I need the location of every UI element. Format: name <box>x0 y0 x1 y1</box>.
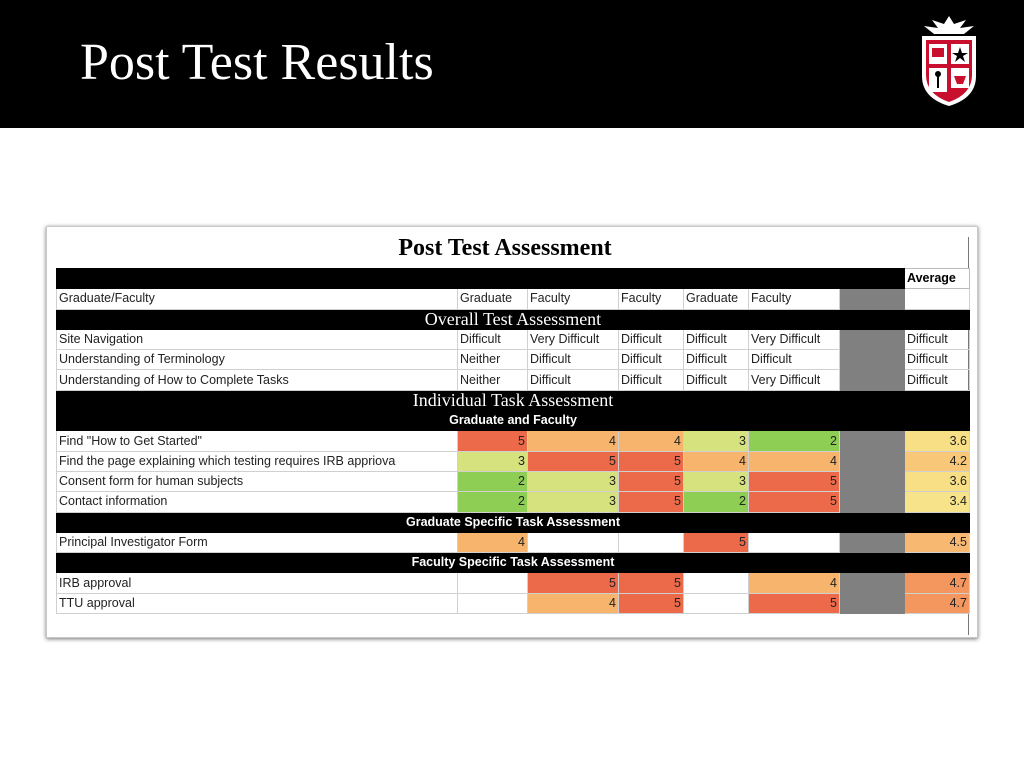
rating-cell: Neither <box>458 370 528 390</box>
rating-cell: Difficult <box>619 329 684 349</box>
spacer-cell <box>840 451 905 471</box>
respondent-cell: Faculty <box>749 289 840 309</box>
score-cell: 5 <box>749 492 840 512</box>
average-header: Average <box>905 269 970 289</box>
spacer-cell <box>840 329 905 349</box>
section-title: Overall Test Assessment <box>57 309 970 329</box>
subsection-row <box>57 411 970 431</box>
score-cell: 2 <box>749 431 840 451</box>
score-cell: 4 <box>749 451 840 471</box>
score-cell: 3 <box>684 431 749 451</box>
average-cell: 3.6 <box>905 471 970 491</box>
score-cell <box>458 593 528 613</box>
score-cell: 5 <box>619 593 684 613</box>
score-cell: 5 <box>619 471 684 491</box>
section-row <box>57 390 970 410</box>
score-cell <box>684 573 749 593</box>
row-label: Site Navigation <box>57 329 458 349</box>
subsection-title: Graduate and Faculty <box>57 411 970 431</box>
table-row <box>57 431 970 451</box>
row-label: Find "How to Get Started" <box>57 431 458 451</box>
score-cell <box>619 532 684 552</box>
row-label: Understanding of Terminology <box>57 350 458 370</box>
score-cell: 4 <box>528 431 619 451</box>
average-cell: 3.4 <box>905 492 970 512</box>
average-cell: 4.7 <box>905 593 970 613</box>
spacer-cell <box>840 532 905 552</box>
slide-title: Post Test Results <box>80 34 434 91</box>
section-title: Individual Task Assessment <box>57 390 970 410</box>
spacer-cell <box>840 573 905 593</box>
score-cell: 4 <box>619 431 684 451</box>
respondent-cell: Graduate <box>684 289 749 309</box>
header-blank-cell <box>684 269 749 289</box>
ttu-seal-icon <box>914 14 984 110</box>
respondent-row <box>57 289 970 309</box>
table-row <box>57 471 970 491</box>
subsection-title: Graduate Specific Task Assessment <box>57 512 970 532</box>
row-label: Principal Investigator Form <box>57 532 458 552</box>
rating-cell: Difficult <box>458 329 528 349</box>
table-row <box>57 451 970 471</box>
spacer-cell <box>840 471 905 491</box>
respondent-cell: Graduate <box>458 289 528 309</box>
row-label: Consent form for human subjects <box>57 471 458 491</box>
rating-cell: Difficult <box>619 370 684 390</box>
score-cell: 5 <box>458 431 528 451</box>
rating-cell: Difficult <box>619 350 684 370</box>
spacer-cell <box>840 431 905 451</box>
average-cell: 4.7 <box>905 573 970 593</box>
header-blank-cell <box>528 269 619 289</box>
spacer-cell <box>840 593 905 613</box>
average-cell: 3.6 <box>905 431 970 451</box>
score-cell: 5 <box>619 573 684 593</box>
rating-cell: Difficult <box>684 329 749 349</box>
score-cell <box>458 573 528 593</box>
results-table-card <box>46 226 978 638</box>
average-cell: 4.2 <box>905 451 970 471</box>
rating-cell: Very Difficult <box>528 329 619 349</box>
rating-cell: Difficult <box>684 370 749 390</box>
row-label: Find the page explaining which testing requires IRB appriova <box>57 451 458 471</box>
rating-cell: Very Difficult <box>749 370 840 390</box>
header-blank-cell <box>619 269 684 289</box>
spacer-cell <box>840 289 905 309</box>
respondent-cell: Faculty <box>619 289 684 309</box>
score-cell: 3 <box>528 492 619 512</box>
row-label: TTU approval <box>57 593 458 613</box>
rating-cell: Very Difficult <box>749 329 840 349</box>
score-cell: 4 <box>528 593 619 613</box>
score-cell: 3 <box>458 451 528 471</box>
score-cell: 5 <box>684 532 749 552</box>
average-cell: 4.5 <box>905 532 970 552</box>
spacer-cell <box>840 492 905 512</box>
score-cell: 4 <box>684 451 749 471</box>
table-row <box>57 329 970 349</box>
rating-cell: Difficult <box>528 370 619 390</box>
score-cell: 3 <box>528 471 619 491</box>
score-cell: 5 <box>619 492 684 512</box>
subsection-row <box>57 512 970 532</box>
header-blank-cell <box>57 269 458 289</box>
average-cell: Difficult <box>905 370 970 390</box>
table-row <box>57 350 970 370</box>
section-row <box>57 309 970 329</box>
row-label: Graduate/Faculty <box>57 289 458 309</box>
spacer-cell <box>840 350 905 370</box>
rating-cell: Difficult <box>749 350 840 370</box>
table-row <box>57 573 970 593</box>
score-cell: 4 <box>458 532 528 552</box>
average-cell: Difficult <box>905 350 970 370</box>
row-label: Understanding of How to Complete Tasks <box>57 370 458 390</box>
score-cell: 3 <box>684 471 749 491</box>
table-row <box>57 370 970 390</box>
score-cell: 5 <box>528 573 619 593</box>
header-row <box>57 269 970 289</box>
table-row <box>57 492 970 512</box>
row-label: IRB approval <box>57 573 458 593</box>
score-cell: 5 <box>528 451 619 471</box>
rating-cell: Difficult <box>684 350 749 370</box>
rating-cell: Neither <box>458 350 528 370</box>
rating-cell: Difficult <box>528 350 619 370</box>
results-table <box>56 268 970 614</box>
header-blank-cell <box>840 269 905 289</box>
spacer-cell <box>840 370 905 390</box>
score-cell: 5 <box>619 451 684 471</box>
score-cell <box>749 532 840 552</box>
table-row <box>57 532 970 552</box>
average-cell: Difficult <box>905 329 970 349</box>
row-label: Contact information <box>57 492 458 512</box>
header-blank-cell <box>749 269 840 289</box>
respondent-cell: Faculty <box>528 289 619 309</box>
average-cell <box>905 289 970 309</box>
score-cell <box>684 593 749 613</box>
score-cell: 2 <box>458 471 528 491</box>
score-cell: 2 <box>684 492 749 512</box>
header-blank-cell <box>458 269 528 289</box>
score-cell: 5 <box>749 471 840 491</box>
score-cell: 4 <box>749 573 840 593</box>
score-cell: 2 <box>458 492 528 512</box>
table-heading: Post Test Assessment <box>398 235 612 261</box>
score-cell <box>528 532 619 552</box>
subsection-row <box>57 553 970 573</box>
table-row <box>57 593 970 613</box>
score-cell: 5 <box>749 593 840 613</box>
subsection-title: Faculty Specific Task Assessment <box>57 553 970 573</box>
